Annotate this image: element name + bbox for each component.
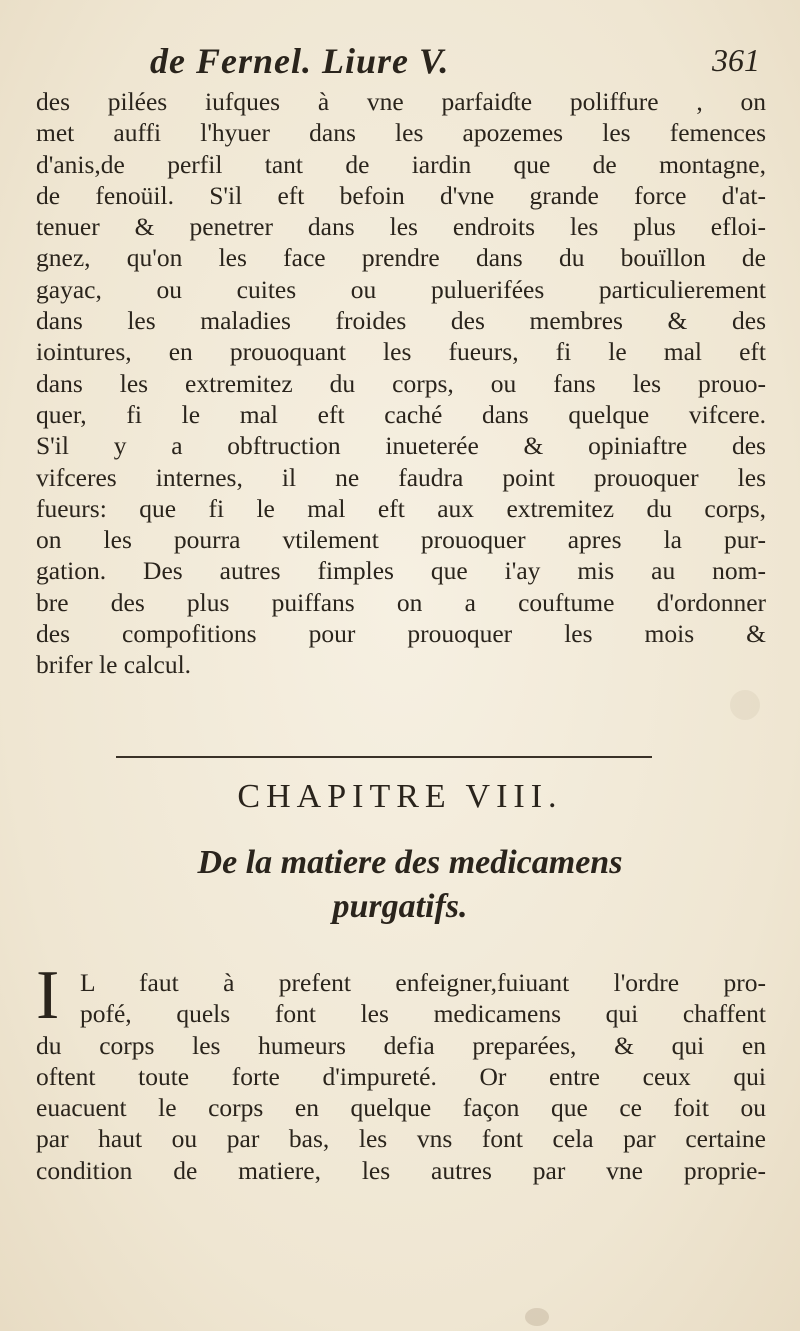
text-line: met auffi l'hyuer dans les apozemes les femences [36,118,766,148]
text-line: des pilées iufques à vne parfaiɗte poliffure , on [36,87,766,116]
text-line: du corps les humeurs defia preparées, & qui en [36,1030,766,1060]
text-line: quer, fi le mal eft caché dans quelque vifcere. [36,399,766,429]
running-head-title: de Fernel. Liure V. [150,41,450,81]
text-line: de fenoüil. S'il eft befoin d'vne grande force d'at- [36,180,766,210]
chapter-subtitle-line-1: De la matiere des medicamens [197,844,623,881]
chapter-heading: CHAPITRE VIII. [237,778,563,815]
paper-stain [730,690,760,720]
paragraph [36,86,766,681]
text-line: on les pourra vtilement prouoquer apres la pur- [36,525,766,555]
text-line: dans les maladies froides des membres & des [36,306,766,336]
text-line: fueurs: que fi le mal eft aux extremitez du corps, [36,493,766,523]
text-line: vifceres internes, il ne faudra point prouoquer les [36,462,766,492]
chapter-paragraph [36,967,766,1186]
ink-blot [525,1308,549,1326]
text-line: brifer le calcul. [36,650,192,680]
text-line: bre des plus puiffans on a couftume d'ordonner [36,587,766,617]
text-line: euacuent le corps en quelque façon que ce foit ou [36,1093,766,1123]
text-line: oftent toute forte d'impureté. Or entre ceux qui [36,1061,766,1091]
drop-cap: I [36,957,60,1034]
text-line: gation. Des autres fimples que i'ay mis au nom- [36,556,766,586]
text-line: dans les extremitez du corps, ou fans les prouo- [36,368,766,398]
text-line: S'il y a obftruction inueterée & opiniaftre des [36,431,766,461]
text-line: L faut à prefent enfeigner,fuiuant l'ordre pro- [80,968,766,997]
text-line: gnez, qu'on les face prendre dans du bouïllon de [36,243,766,273]
text-line: condition de matiere, les autres par vne proprie- [36,1155,766,1185]
text-line: iointures, en prouoquant les fueurs, fi le mal eft [36,337,766,367]
running-head [150,36,760,84]
text-line: d'anis,de perfil tant de iardin que de montagne, [36,149,766,179]
text-line: gayac, ou cuites ou puluerifées particulierement [36,274,766,304]
text-line: des compofitions pour prouoquer les mois & [36,619,766,649]
text-line: par haut ou par bas, les vns font cela par certaine [36,1124,766,1154]
chapter-subtitle-line-2: purgatifs. [332,888,468,925]
page-number: 361 [712,42,760,78]
section-rule [116,756,652,758]
text-line: pofé, quels font les medicamens qui chaffent [80,999,766,1029]
text-line: tenuer & penetrer dans les endroits les plus efloi- [36,212,766,242]
